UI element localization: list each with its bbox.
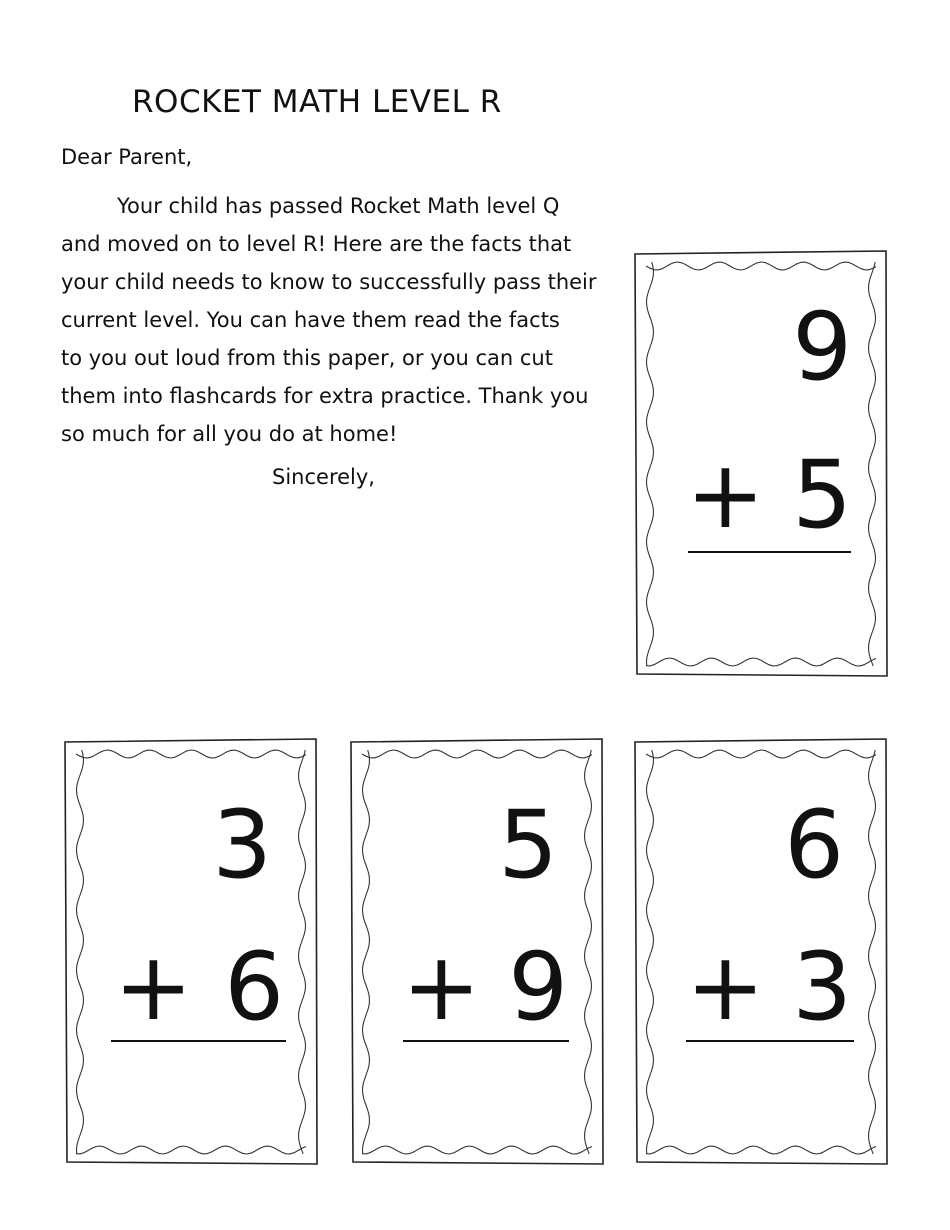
letter-line: them into flashcards for extra practice. Thank you [61,384,589,408]
answer-line [403,1040,569,1042]
plus-sign: + [686,441,765,550]
letter-line: current level. You can have them read the facts [61,308,560,332]
letter-line: Your child has passed Rocket Math level Q [117,194,560,218]
flashcard-bottom-number: 3 [792,933,852,1042]
closing: Sincerely, [272,465,375,489]
answer-line [688,551,851,553]
page-title: ROCKET MATH LEVEL R [132,84,502,120]
answer-line [686,1040,854,1042]
plus-sign: + [402,933,481,1042]
flashcard-bottom-number: 9 [508,933,568,1042]
flashcard-bottom-row [114,933,284,1042]
letter-body [61,187,597,453]
flashcard-top-number: 5 [498,791,558,900]
flashcard [634,250,888,678]
flashcard [634,738,888,1166]
plus-sign: + [114,933,193,1042]
flashcard-bottom-row [686,933,852,1042]
letter-line: to you out loud from this paper, or you can cut [61,346,553,370]
plus-sign: + [686,933,765,1042]
letter-line: and moved on to level R! Here are the facts that [61,232,572,256]
letter-line: your child needs to know to successfully pass their [61,270,597,294]
flashcard-bottom-row [686,441,852,550]
greeting: Dear Parent, [61,145,193,169]
answer-line [111,1040,286,1042]
flashcard-bottom-number: 5 [792,441,852,550]
flashcard-bottom-number: 6 [224,933,284,1042]
flashcard [64,738,318,1166]
flashcard-top-number: 3 [212,791,272,900]
flashcard-top-number: 6 [784,791,844,900]
flashcard-top-number: 9 [792,293,852,402]
flashcard-bottom-row [402,933,568,1042]
letter-line: so much for all you do at home! [61,422,398,446]
flashcard [350,738,604,1166]
